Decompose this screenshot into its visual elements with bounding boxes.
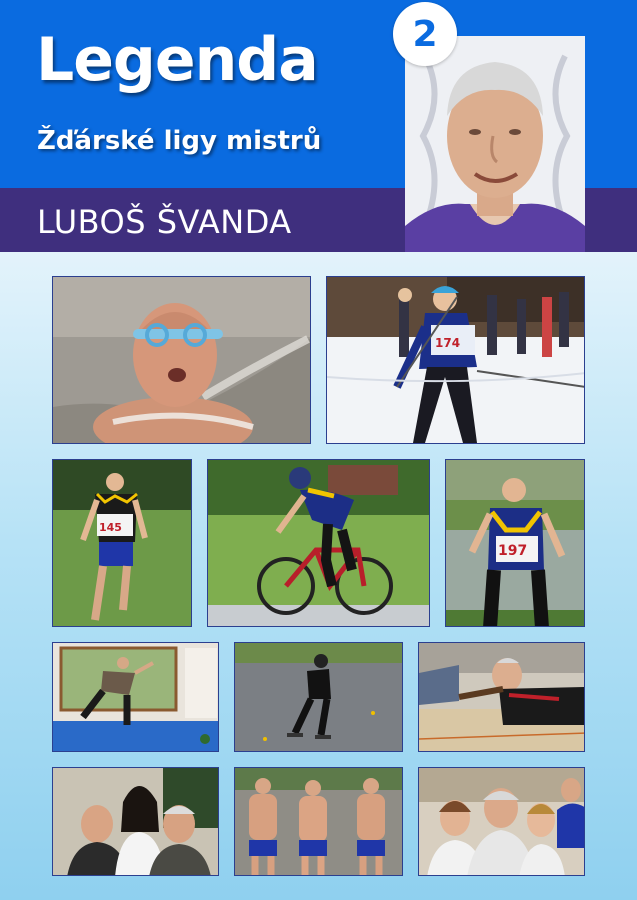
- issue-number-badge: 2: [393, 2, 457, 66]
- page-subtitle: Žďárské ligy mistrů: [37, 126, 322, 156]
- bib-145: 145: [99, 521, 122, 534]
- running-by-pond-photo: [445, 459, 585, 627]
- swimming-photo: [52, 276, 311, 444]
- page-title: Legenda: [36, 25, 318, 95]
- inline-skating-photo: [234, 642, 403, 752]
- shooting-photo: [418, 642, 585, 752]
- cross-country-skiing-photo: [326, 276, 585, 444]
- bowling-photo: [52, 642, 219, 752]
- friends-photo: [52, 767, 219, 876]
- ski-bib-number: 174: [435, 336, 461, 350]
- portrait-photo: [405, 36, 585, 252]
- bib-197: 197: [498, 543, 528, 559]
- cycling-photo: [207, 459, 430, 627]
- celebration-photo: [418, 767, 585, 876]
- runners-group-photo: [234, 767, 403, 876]
- person-name: LUBOŠ ŠVANDA: [37, 203, 292, 241]
- cross-country-running-photo: [52, 459, 192, 627]
